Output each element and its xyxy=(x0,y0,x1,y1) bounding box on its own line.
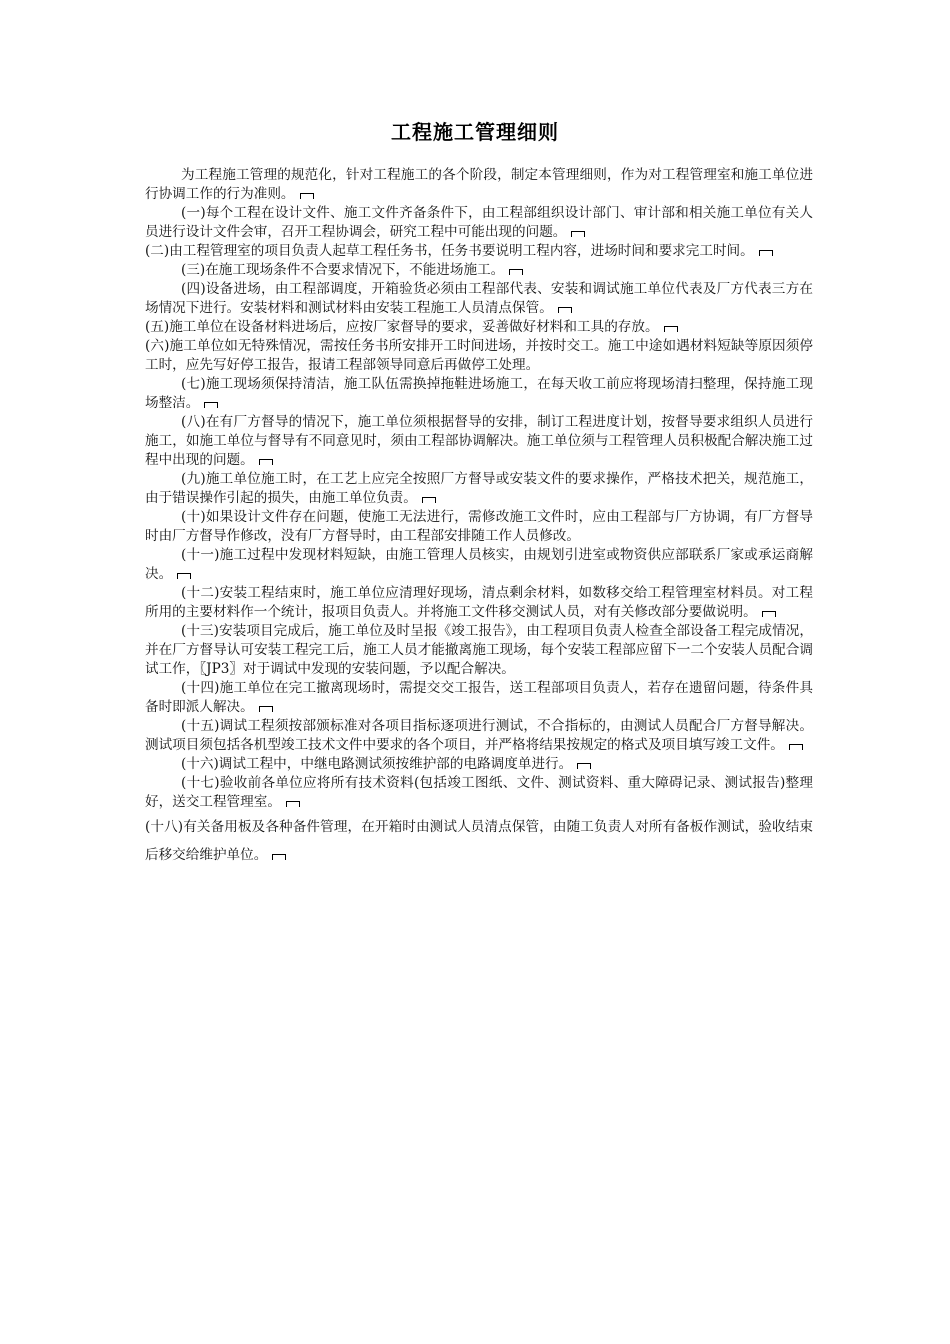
paragraph xyxy=(145,813,813,869)
paragraph xyxy=(145,584,813,622)
paragraph-mark-icon xyxy=(286,801,300,807)
paragraph-mark-icon xyxy=(422,497,436,503)
paragraph-text: (三)在施工现场条件不合要求情况下，不能进场施工。 xyxy=(181,262,505,278)
paragraph-text: (十六)调试工程中，中继电路测试须按维护部的电路调度单进行。 xyxy=(181,756,573,772)
paragraph xyxy=(145,166,813,204)
paragraph xyxy=(145,774,813,812)
paragraph xyxy=(145,280,813,318)
paragraph-text: (十四)施工单位在完工撤离现场时，需提交交工报告，送工程部项目负责人，若存在遗留问题，待条件具备时即派人解决。 xyxy=(145,680,813,715)
paragraph xyxy=(145,337,813,375)
paragraph-text: (六)施工单位如无特殊情况，需按任务书所安排开工时间进场，并按时交工。施工中途如遇材料短缺等原因须停工时，应先写好停工报告，报请工程部领导同意后再做停工处理。 xyxy=(145,338,813,373)
paragraph-mark-icon xyxy=(300,193,314,199)
paragraph xyxy=(145,242,813,261)
paragraph xyxy=(145,204,813,242)
paragraph-text: (十七)验收前各单位应将所有技术资料(包括竣工图纸、文件、测试资料、重大障碍记录、测试报告)整理好，送交工程管理室。 xyxy=(145,775,813,810)
paragraph-text: (七)施工现场须保持清洁，施工队伍需换掉拖鞋进场施工，在每天收工前应将现场清扫整理，保持施工现场整洁。 xyxy=(145,376,813,411)
paragraph xyxy=(145,375,813,413)
paragraph-mark-icon xyxy=(204,402,218,408)
paragraph-text: (十八)有关备用板及各种备件管理，在开箱时由测试人员清点保管，由随工负责人对所有备板作测试，验收结束后移交给维护单位。 xyxy=(145,819,813,863)
paragraph-mark-icon xyxy=(259,706,273,712)
paragraph xyxy=(145,622,813,679)
paragraph-text: (十二)安装工程结束时，施工单位应清理好现场，清点剩余材料，如数移交给工程管理室材料员。对工程所用的主要材料作一个统计，报项目负责人。并将施工文件移交测试人员，对有关修改部分要做说明。 xyxy=(145,585,813,620)
paragraph-text: (十五)调试工程须按部颁标准对各项目指标逐项进行测试，不合指标的，由测试人员配合厂方督导解决。测试项目须包括各机型竣工技术文件中要求的各个项目，并严格将结果按规定的格式及项目填写竣工文件。 xyxy=(145,718,813,753)
paragraph-text: (八)在有厂方督导的情况下，施工单位须根据督导的安排，制订工程进度计划，按督导要求组织人员进行施工，如施工单位与督导有不同意见时，须由工程部协调解决。施工单位须与工程管理人员积极配合解决施工过程中出现的问题。 xyxy=(145,414,813,468)
paragraph xyxy=(145,755,813,774)
paragraph-text: (十一)施工过程中发现材料短缺，由施工管理人员核实，由规划引进室或物资供应部联系厂家或承运商解决。 xyxy=(145,547,813,582)
paragraph-text: (十三)安装项目完成后，施工单位及时呈报《竣工报告》，由工程项目负责人检查全部设备工程完成情况，并在厂方督导认可安装工程完工后，施工人员才能撤离施工现场，每个安装工程部应留下一二个安装人员配合调试工作，〖JP3〗对于调试中发现的安装问题，予以配合解决。 xyxy=(145,623,813,677)
paragraph xyxy=(145,318,813,337)
paragraph-text: (五)施工单位在设备材料进场后，应按厂家督导的要求，妥善做好材料和工具的存放。 xyxy=(145,319,659,335)
paragraph-text: 为工程施工管理的规范化，针对工程施工的各个阶段，制定本管理细则，作为对工程管理室和施工单位进行协调工作的行为准则。 xyxy=(145,167,813,202)
paragraph xyxy=(145,679,813,717)
paragraph xyxy=(145,470,813,508)
paragraph-text: (九)施工单位施工时，在工艺上应完全按照厂方督导或安装文件的要求操作，严格技术把关，规范施工，由于错误操作引起的损失，由施工单位负责。 xyxy=(145,471,813,506)
paragraph-text: (二)由工程管理室的项目负责人起草工程任务书，任务书要说明工程内容，进场时间和要求完工时间。 xyxy=(145,243,754,259)
paragraph xyxy=(145,717,813,755)
paragraph-mark-icon xyxy=(759,250,773,256)
paragraph-text: (十)如果设计文件存在问题，使施工无法进行，需修改施工文件时，应由工程部与厂方协调，有厂方督导时由厂方督导作修改，没有厂方督导时，由工程部安排随工作人员修改。 xyxy=(145,509,813,544)
paragraph-mark-icon xyxy=(789,744,803,750)
document-body xyxy=(145,166,813,869)
paragraph xyxy=(145,546,813,584)
paragraph xyxy=(145,413,813,470)
paragraph xyxy=(145,508,813,546)
paragraph-mark-icon xyxy=(272,854,286,860)
paragraph-mark-icon xyxy=(509,269,523,275)
paragraph-mark-icon xyxy=(762,611,776,617)
paragraph-text: (一)每个工程在设计文件、施工文件齐备条件下，由工程部组织设计部门、审计部和相关施工单位有关人员进行设计文件会审，召开工程协调会，研究工程中可能出现的问题。 xyxy=(145,205,813,240)
paragraph-mark-icon xyxy=(259,459,273,465)
paragraph-mark-icon xyxy=(664,326,678,332)
paragraph-mark-icon xyxy=(577,763,591,769)
paragraph-mark-icon xyxy=(571,231,585,237)
paragraph xyxy=(145,261,813,280)
paragraph-text: (四)设备进场，由工程部调度，开箱验货必须由工程部代表、安装和调试施工单位代表及厂方代表三方在场情况下进行。安装材料和测试材料由安装工程施工人员清点保管。 xyxy=(145,281,813,316)
paragraph-mark-icon xyxy=(177,573,191,579)
page-title: 工程施工管理细则 xyxy=(391,120,559,144)
paragraph-mark-icon xyxy=(558,307,572,313)
